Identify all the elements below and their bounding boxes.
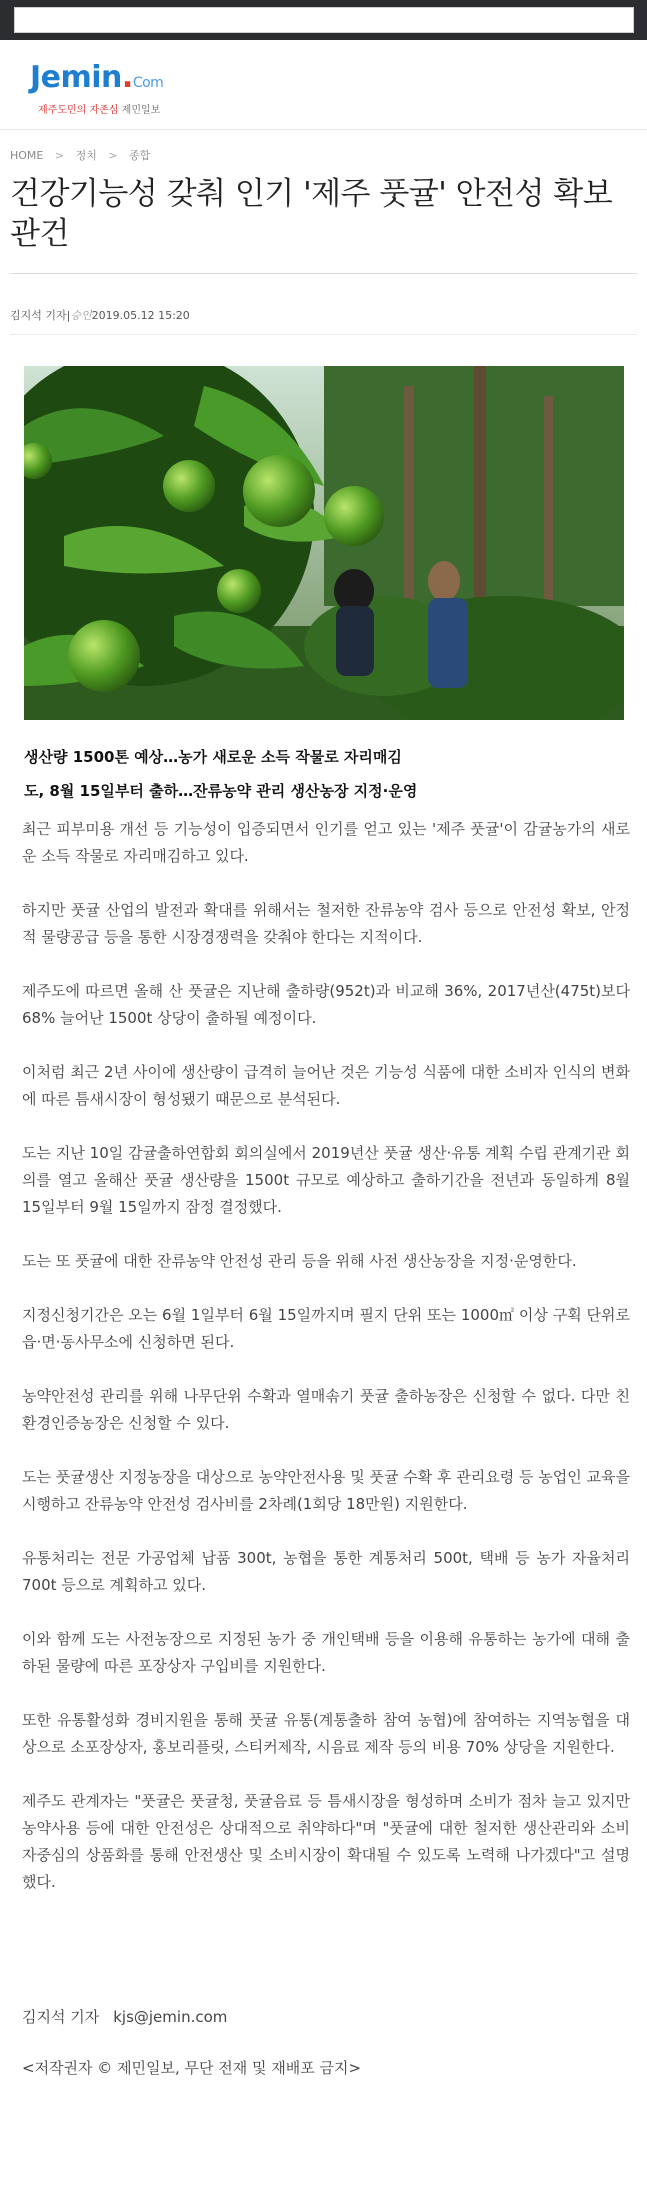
body-paragraph: 또한 유통활성화 경비지원을 통해 풋귤 유통(계통출하 참여 농협)에 참여하는 지역농협을 대상으로 소포장상자, 홍보리플릿, 스티커제작, 시음료 제작 등의 비용 70% 상당을 지원한다. [22, 1711, 630, 1756]
reporter-email[interactable]: kjs@jemin.com [113, 2008, 228, 2026]
breadcrumb-home[interactable]: HOME [10, 149, 44, 162]
byline-approved-label: 승인 [70, 309, 92, 322]
body-paragraph: 도는 또 풋귤에 대한 잔류농약 안전성 관리 등을 위해 사전 생산농장을 지정·운영한다. [22, 1252, 577, 1270]
body-paragraph: 유통처리는 전문 가공업체 납품 300t, 농협을 통한 계통처리 500t, 택배 등 농가 자율처리 700t 등으로 계획하고 있다. [22, 1549, 630, 1594]
body-paragraph: 이와 함께 도는 사전농장으로 지정된 농가 중 개인택배 등을 이용해 유통하는 농가에 대해 출하된 물량에 따른 포장상자 구입비를 지원한다. [22, 1630, 630, 1675]
byline-datetime: 2019.05.12 15:20 [91, 309, 190, 322]
summary-line: 생산량 1500톤 예상…농가 새로운 소득 작물로 자리매김 [24, 748, 402, 766]
logo-tagline: 제주도민의 자존심 제민일보 [38, 105, 161, 116]
top-bar [0, 0, 647, 40]
breadcrumb-general[interactable]: 종합 [129, 149, 151, 162]
article-body [22, 816, 630, 1923]
breadcrumb-politics[interactable]: 정치 [75, 149, 97, 162]
byline-reporter: 김지석 기자 [10, 309, 67, 322]
article-title: 건강기능성 갖춰 인기 '제주 풋귤' 안전성 확보 관건 [10, 176, 613, 252]
body-paragraph: 이처럼 최근 2년 사이에 생산량이 급격히 늘어난 것은 기능성 식품에 대한 소비자 인식의 변화에 따른 틈새시장이 형성됐기 때문으로 분석된다. [22, 1063, 630, 1108]
breadcrumb [10, 147, 150, 163]
site-header [0, 40, 647, 130]
article-photo [24, 366, 624, 720]
chevron-right-icon: > [108, 149, 118, 162]
body-paragraph: 농약안전성 관리를 위해 나무단위 수확과 열매솎기 풋귤 출하농장은 신청할 수 없다. 다만 친환경인증농장은 신청할 수 있다. [22, 1387, 630, 1432]
body-paragraph: 지정신청기간은 오는 6월 1일부터 6월 15일까지며 필지 단위 또는 1000㎡ 이상 구획 단위로 읍·면·동사무소에 신청하면 된다. [22, 1306, 630, 1351]
search-input[interactable] [14, 7, 634, 33]
summary-line: 도, 8월 15일부터 출하…잔류농약 관리 생산농장 지정·운영 [24, 782, 418, 800]
chevron-right-icon: > [54, 149, 65, 162]
article-byline: 김지석 기자|승인2019.05.12 15:20 [10, 309, 190, 322]
logo-wordmark: Jemin.Com [30, 60, 164, 95]
body-paragraph: 제주도에 따르면 올해 산 풋귤은 지난해 출하량(952t)과 비교해 36%, 2017년산(475t)보다 68% 늘어난 1500t 상당이 출하될 예정이다. [22, 982, 630, 1027]
body-paragraph: 제주도 관계자는 "풋귤은 풋귤청, 풋귤음료 등 틈새시장을 형성하며 소비가 점차 늘고 있지만 농약사용 등에 대한 안전성은 상대적으로 취약하다"며 "풋귤에 대한 철저한 생산관리와 소비자중심의 상품화를 통해 안전생산 및 소비시장이 확대될 수 있도록 노력해 나가겠다"고 설명했다. [22, 1792, 630, 1891]
reporter-name: 김지석 기자 [22, 2008, 100, 2026]
article-summary [24, 740, 624, 808]
title-divider [10, 273, 637, 274]
body-paragraph: 도는 풋귤생산 지정농장을 대상으로 농약안전사용 및 풋귤 수확 후 관리요령 등 농업인 교육을 시행하고 잔류농약 안전성 검사비를 2차례(1회당 18만원) 지원한다. [22, 1468, 630, 1513]
copyright-notice: <저작권자 © 제민일보, 무단 전재 및 재배포 금지> [22, 2059, 362, 2077]
body-paragraph: 최근 피부미용 개선 등 기능성이 입증되면서 인기를 얻고 있는 '제주 풋귤'이 감귤농가의 새로운 소득 작물로 자리매김하고 있다. [22, 820, 630, 865]
byline-divider [10, 334, 637, 335]
body-paragraph: 도는 지난 10일 감귤출하연합회 회의실에서 2019년산 풋귤 생산·유통 계획 수립 관계기관 회의를 열고 올해산 풋귤 생산량을 1500t 규모로 예상하고 출하기간을 전년과 동일하게 8월 15일부터 9월 15일까지 잠정 결정했다. [22, 1144, 630, 1216]
body-paragraph: 하지만 풋귤 산업의 발전과 확대를 위해서는 철저한 잔류농약 검사 등으로 안전성 확보, 안정적 물량공급 등을 통한 시장경쟁력을 갖춰야 한다는 지적이다. [22, 901, 630, 946]
site-logo[interactable] [30, 62, 163, 116]
reporter-signoff [22, 2006, 227, 2027]
